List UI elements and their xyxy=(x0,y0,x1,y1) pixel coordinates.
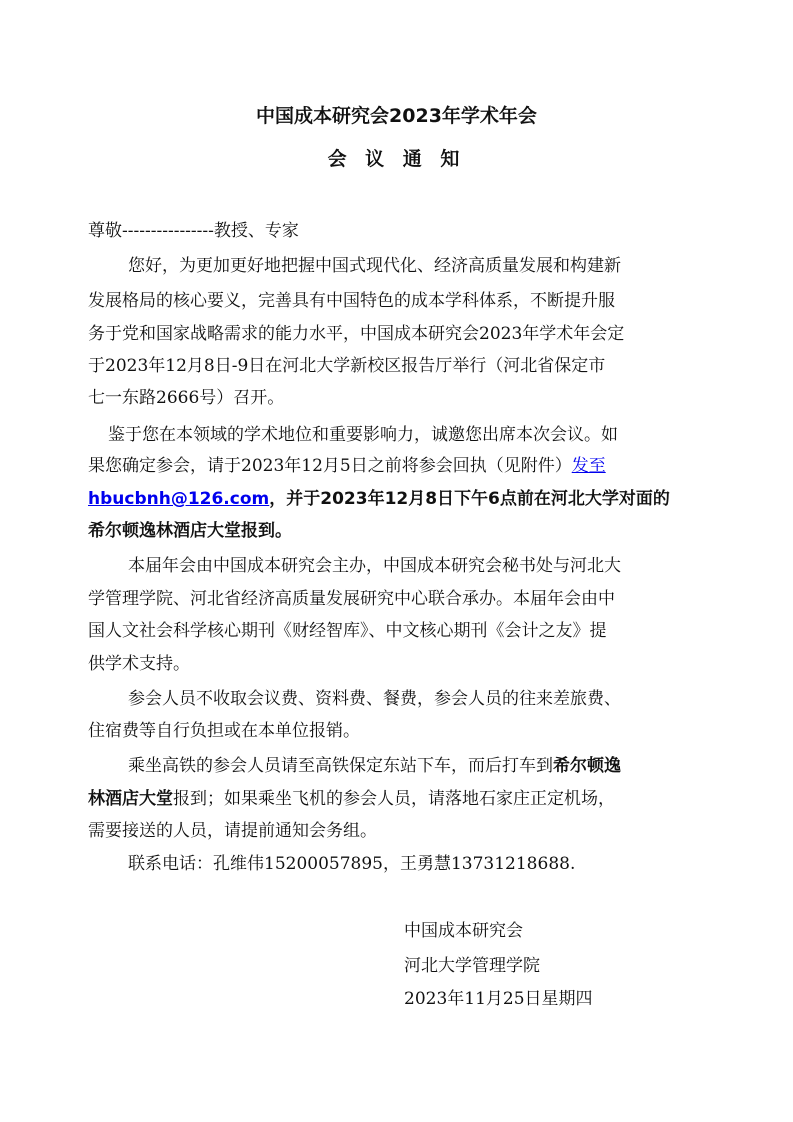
paragraph-2-line-2 xyxy=(88,455,606,477)
report-time-bold: 下午6点前在河北大学对面的 xyxy=(454,489,670,509)
hotel-name-bold-1: 希尔顿逸 xyxy=(553,756,621,776)
paragraph-1-line-4: 于2023年12月8日-9日在河北大学新校区报告厅举行（河北省保定市 xyxy=(88,356,606,376)
paragraph-5-text-2: 报到；如果乘坐飞机的参会人员，请落地石家庄正定机场， xyxy=(173,789,615,809)
paragraph-1-line-1: 您好，为更加更好地把握中国式现代化、经济高质量发展和构建新 xyxy=(128,256,621,276)
email-after-text: ，并于2023年12月8日 xyxy=(269,489,455,509)
paragraph-5-line-1 xyxy=(128,755,621,777)
signature-org-2: 河北大学管理学院 xyxy=(404,956,540,976)
paragraph-4-line-2: 住宿费等自行负担或在本单位报销。 xyxy=(88,721,360,741)
send-to-link[interactable]: 发至 xyxy=(571,456,606,476)
paragraph-3-line-2: 学管理学院、河北省经济高质量发展研究中心联合承办。本届年会由中 xyxy=(88,589,615,609)
hotel-name-bold-2: 林酒店大堂 xyxy=(88,789,173,809)
paragraph-5-text: 乘坐高铁的参会人员请至高铁保定东站下车，而后打车到 xyxy=(128,756,553,776)
paragraph-1-line-5: 七一东路2666号）召开。 xyxy=(88,388,285,408)
paragraph-2-line-4: 希尔顿逸林酒店大堂报到。 xyxy=(88,521,292,541)
paragraph-2-line-1: 鉴于您在本领域的学术地位和重要影响力，诚邀您出席本次会议。如 xyxy=(108,425,618,445)
signature-date: 2023年11月25日星期四 xyxy=(404,989,593,1009)
paragraph-2-line-3 xyxy=(88,488,670,510)
paragraph-4-line-1: 参会人员不收取会议费、资料费、餐费，参会人员的往来差旅费、 xyxy=(128,689,621,709)
paragraph-1-line-2: 发展格局的核心要义，完善具有中国特色的成本学科体系，不断提升服 xyxy=(88,291,615,311)
salutation: 尊敬----------------教授、专家 xyxy=(88,221,299,241)
paragraph-1-line-3: 务于党和国家战略需求的能力水平，中国成本研究会2023年学术年会定 xyxy=(88,324,625,344)
signature-org-1: 中国成本研究会 xyxy=(404,921,523,941)
email-link[interactable]: hbucbnh@126.com xyxy=(88,489,270,509)
contact-phones: 联系电话：孔维伟15200057895，王勇慧13731218688. xyxy=(128,854,576,874)
paragraph-5-line-2 xyxy=(88,788,615,810)
paragraph-3-line-4: 供学术支持。 xyxy=(88,654,190,674)
paragraph-3-line-1: 本届年会由中国成本研究会主办，中国成本研究会秘书处与河北大 xyxy=(128,556,621,576)
paragraph-3-line-3: 国人文社会科学核心期刊《财经智库》、中文核心期刊《会计之友》提 xyxy=(88,621,607,641)
document-title: 中国成本研究会2023年学术年会 xyxy=(256,105,537,127)
document-subtitle: 会 议 通 知 xyxy=(327,148,466,170)
paragraph-5-line-3: 需要接送的人员，请提前通知会务组。 xyxy=(88,821,377,841)
paragraph-2-text: 果您确定参会，请于2023年12月5日之前将参会回执（见附件） xyxy=(88,456,572,476)
